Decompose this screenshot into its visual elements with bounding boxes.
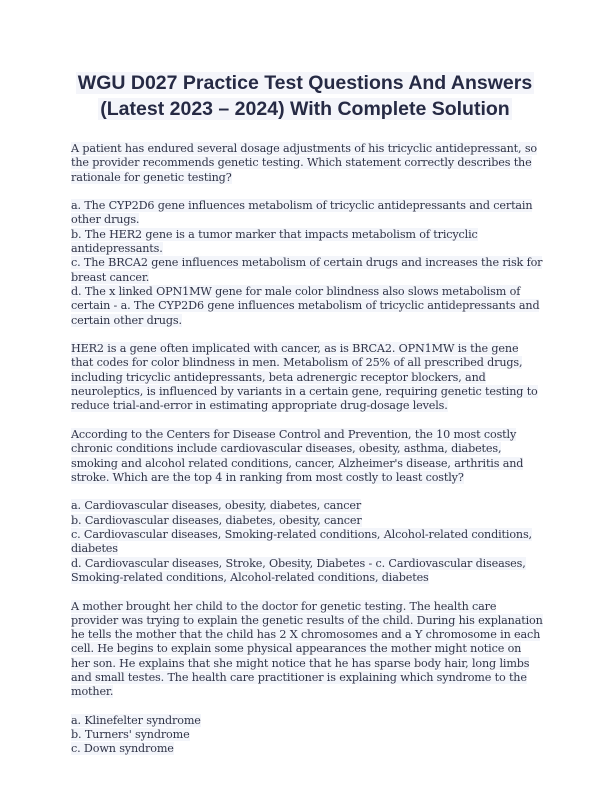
- option-1d: d. The x linked OPN1MW gene for male color blindness also slows metabolism of certain - a. The CYP2D6 gene influences metabolism of tricyclic antidepressants and certain other drugs.: [71, 284, 540, 327]
- document-title: [60, 70, 550, 122]
- document-body: [71, 142, 543, 771]
- title-line-2: (Latest 2023 – 2024) With Complete Solution: [100, 98, 510, 120]
- option-1b: b. The HER2 gene is a tumor marker that impacts metabolism of tricyclic antidepressants.: [71, 227, 478, 256]
- title-line-1: WGU D027 Practice Test Questions And Answers: [77, 72, 533, 94]
- question-1-rationale: HER2 is a gene often implicated with cancer, as is BRCA2. OPN1MW is the gene that codes for color blindness in men. Metabolism of 25% of all prescribed drugs, including tricyclic antidepressants, beta adrenergic receptor blockers, and neuroleptics, is influenced by variants in a certain gene, requiring genetic testing to reduce trial-and-error in estimating appropriate drug-dosage levels.: [71, 342, 538, 413]
- option-3b: b. Turners' syndrome: [71, 728, 190, 742]
- option-2d: d. Cardiovascular diseases, Stroke, Obesity, Diabetes - c. Cardiovascular diseases, Smoking-related conditions, Alcohol-related conditions, diabetes: [71, 556, 526, 584]
- question-1-options: [71, 199, 543, 328]
- option-2b: b. Cardiovascular diseases, diabetes, obesity, cancer: [71, 513, 362, 527]
- option-3a: a. Klinefelter syndrome: [71, 713, 201, 727]
- option-2c: c. Cardiovascular diseases, Smoking-related conditions, Alcohol-related conditions, diabetes: [71, 528, 532, 556]
- option-3c: c. Down syndrome: [71, 742, 174, 756]
- question-2: According to the Centers for Disease Control and Prevention, the 10 most costly chronic conditions include cardiovascular diseases, obesity, asthma, diabetes, smoking and alcohol related conditions, cancer, Alzheimer's disease, arthritis and stroke. Which are the top 4 in ranking from most costly to least costly?: [71, 427, 524, 484]
- question-2-options: [71, 499, 543, 585]
- option-1c: c. The BRCA2 gene influences metabolism of certain drugs and increases the risk for breast cancer.: [71, 256, 543, 284]
- question-3-options: [71, 714, 543, 757]
- question-3: A mother brought her child to the doctor for genetic testing. The health care provider was trying to explain the genetic results of the child. During his explanation he tells the mother that the child has 2 X chromosomes and a Y chromosome in each cell. He begins to explain some physical appearances the mother might notice on her son. He explains that she might notice that he has sparse body hair, long limbs and small testes. The health care practitioner is explaining which syndrome to the mother.: [71, 599, 543, 699]
- question-1: A patient has endured several dosage adjustments of his tricyclic antidepressant, so the provider recommends genetic testing. Which statement correctly describes the rationale for genetic testing?: [71, 142, 538, 184]
- option-1a: a. The CYP2D6 gene influences metabolism of tricyclic antidepressants and certain other drugs.: [71, 199, 533, 227]
- option-2a: a. Cardiovascular diseases, obesity, diabetes, cancer: [71, 499, 362, 513]
